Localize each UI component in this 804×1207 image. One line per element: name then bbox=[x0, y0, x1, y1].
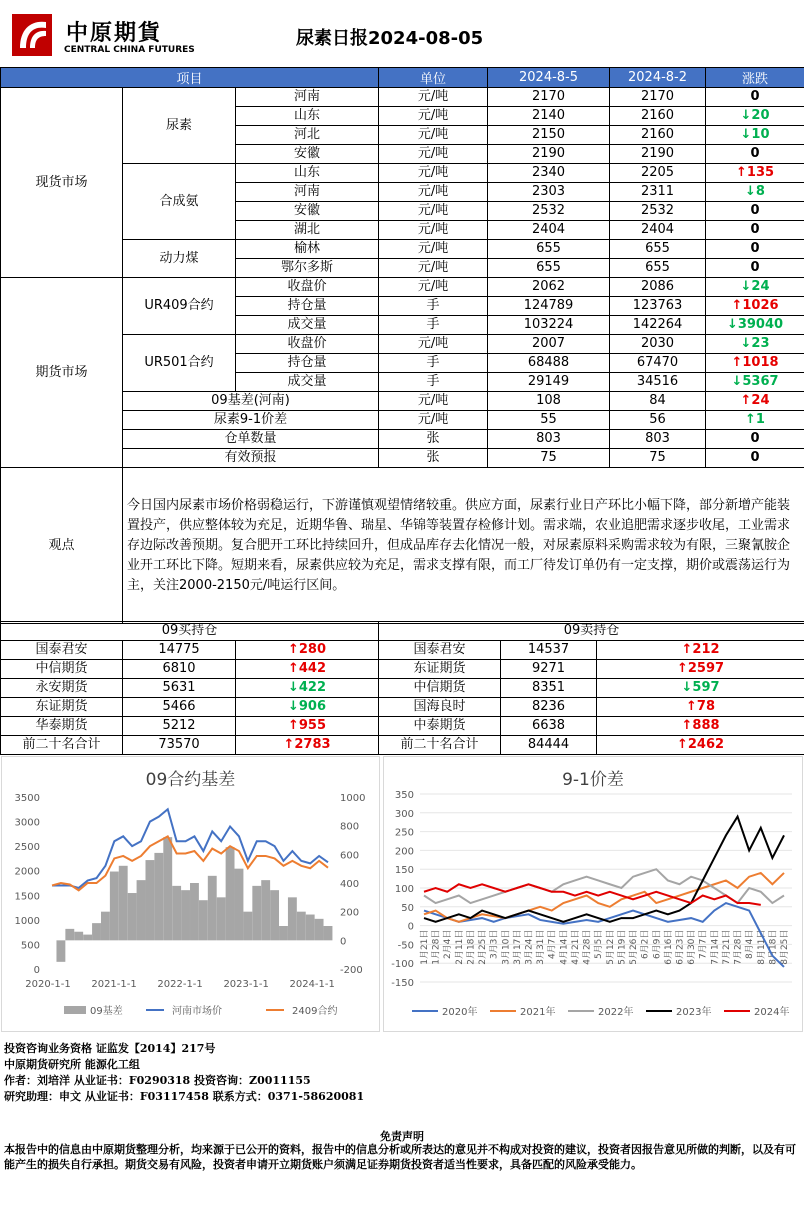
positions-row bbox=[1, 698, 804, 717]
spread-chart-title: 9-1价差 bbox=[562, 770, 624, 790]
item-label: 收盘价 bbox=[236, 335, 379, 354]
unit-cell: 元/吨 bbox=[379, 183, 488, 202]
legend-swatch bbox=[64, 1006, 86, 1014]
sell-broker: 中泰期货 bbox=[379, 717, 501, 736]
item-label: 山东 bbox=[236, 164, 379, 183]
legend-label: 河南市场价 bbox=[172, 1006, 222, 1017]
sell-broker: 前二十名合计 bbox=[379, 736, 501, 755]
series-line-1 bbox=[52, 809, 328, 888]
basis-bar bbox=[101, 912, 110, 941]
value-prev: 2086 bbox=[610, 278, 706, 297]
change-cell: ↑1026 bbox=[706, 297, 804, 316]
disclaimer-text: 本报告中的信息由中原期货整理分析，均来源于已公开的资料，报告中的信息分析或所表达的意见并不构成对投资的建议，投资者因报告意见所做的判断，以及有可能产生的损失自行承担。期货交易有风险，投资者申请开立期货账户须满足证券期货投资者适当性要求，具备匹配的风险承受能力。 bbox=[4, 1143, 796, 1171]
sell-volume: 8351 bbox=[501, 679, 597, 698]
basis-bar bbox=[137, 880, 146, 940]
value-today: 75 bbox=[488, 449, 610, 468]
unit-cell: 元/吨 bbox=[379, 392, 488, 411]
author-line: 作者：刘培洋 从业证书：F0290318 投资咨询：Z0011155 bbox=[4, 1074, 311, 1087]
view-text: 今日国内尿素市场价格弱稳运行，下游谨慎观望情绪较重。供应方面，尿素行业日产环比小幅下降，部分新增产能装置投产，供应整体较为充足，近期华鲁、瑞星、华锦等装置存检修计划。需求端，农业追肥需求逐步收尾，工业需求存边际改善预期。复合肥开工环比持续回升，但成品库存去化情况一般，对尿素原料采购需求较为有限，三聚氰胺企业开工环比下降。短期来看，尿素供应较为充足，需求支撑有限，而工厂待发订单仍有一定支撑，期价或震荡运行为主，关注2000-2150元/吨运行区间。 bbox=[123, 468, 804, 624]
view-row bbox=[1, 468, 804, 624]
value-prev: 2404 bbox=[610, 221, 706, 240]
y-tick-label: 3000 bbox=[14, 817, 40, 829]
change-cell: 0 bbox=[706, 430, 804, 449]
legend-label: 2409合约 bbox=[292, 1006, 338, 1017]
basis-bar bbox=[217, 897, 226, 940]
report-header bbox=[0, 0, 804, 68]
unit-cell: 元/吨 bbox=[379, 240, 488, 259]
buy-broker: 永安期货 bbox=[1, 679, 123, 698]
y-tick-label: 250 bbox=[394, 827, 414, 839]
change-cell: ↓5367 bbox=[706, 373, 804, 392]
value-prev: 2311 bbox=[610, 183, 706, 202]
item-label: 湖北 bbox=[236, 221, 379, 240]
item-label: 河南 bbox=[236, 88, 379, 107]
change-cell: ↑24 bbox=[706, 392, 804, 411]
unit-cell: 手 bbox=[379, 297, 488, 316]
company-logo bbox=[12, 14, 52, 56]
change-cell: ↓24 bbox=[706, 278, 804, 297]
x-tick-label: 8月18日 bbox=[768, 929, 779, 965]
legend-label: 2024年 bbox=[754, 1007, 790, 1018]
y2-tick-label: 200 bbox=[340, 907, 360, 919]
y2-tick-label: 800 bbox=[340, 821, 360, 833]
basis-chart bbox=[2, 757, 379, 1031]
value-today: 803 bbox=[488, 430, 610, 449]
value-today: 29149 bbox=[488, 373, 610, 392]
basis-bar bbox=[288, 897, 297, 940]
value-today: 68488 bbox=[488, 354, 610, 373]
y-tick-label: 50 bbox=[401, 902, 414, 914]
basis-bar bbox=[56, 940, 65, 962]
sell-change: ↑212 bbox=[597, 641, 804, 660]
x-tick-label: 3月24日 bbox=[524, 929, 535, 965]
sell-broker: 国海良时 bbox=[379, 698, 501, 717]
x-tick-label: 8月4日 bbox=[745, 929, 756, 960]
legend-label: 2021年 bbox=[520, 1007, 556, 1018]
value-today: 103224 bbox=[488, 316, 610, 335]
unit-cell: 手 bbox=[379, 316, 488, 335]
buy-broker: 中信期货 bbox=[1, 660, 123, 679]
x-tick-label: 1月21日 bbox=[420, 929, 430, 965]
unit-cell: 元/吨 bbox=[379, 278, 488, 297]
y-tick-label: 2500 bbox=[14, 842, 40, 854]
basis-bar bbox=[92, 923, 101, 940]
y-tick-label: 0 bbox=[33, 965, 40, 976]
item-label: 成交量 bbox=[236, 316, 379, 335]
unit-cell: 元/吨 bbox=[379, 126, 488, 145]
x-tick-label: 2021-1-1 bbox=[91, 979, 137, 990]
y2-tick-label: 1000 bbox=[340, 793, 366, 804]
buy-broker: 华泰期货 bbox=[1, 717, 123, 736]
unit-cell: 元/吨 bbox=[379, 145, 488, 164]
x-tick-label: 3月3日 bbox=[489, 929, 500, 960]
y-tick-label: -100 bbox=[391, 959, 414, 971]
value-prev: 2190 bbox=[610, 145, 706, 164]
sell-change: ↑2462 bbox=[597, 736, 804, 755]
group-label: 合成氨 bbox=[123, 164, 236, 240]
basis-bar bbox=[154, 853, 163, 940]
change-cell: ↓39040 bbox=[706, 316, 804, 335]
x-tick-label: 6月9日 bbox=[652, 929, 663, 960]
basis-bar bbox=[315, 919, 324, 941]
logo-english-name: CENTRAL CHINA FUTURES bbox=[64, 45, 195, 55]
basis-bar bbox=[261, 880, 270, 940]
value-today: 2062 bbox=[488, 278, 610, 297]
sell-volume: 9271 bbox=[501, 660, 597, 679]
unit-cell: 张 bbox=[379, 449, 488, 468]
value-today: 124789 bbox=[488, 297, 610, 316]
value-prev: 142264 bbox=[610, 316, 706, 335]
x-tick-label: 1月28日 bbox=[431, 929, 442, 965]
table-row bbox=[1, 88, 804, 107]
sell-volume: 14537 bbox=[501, 641, 597, 660]
table-row bbox=[1, 278, 804, 297]
change-cell: 0 bbox=[706, 259, 804, 278]
value-today: 55 bbox=[488, 411, 610, 430]
basis-bar bbox=[119, 866, 128, 941]
basis-bar bbox=[252, 886, 261, 940]
value-prev: 34516 bbox=[610, 373, 706, 392]
unit-cell: 元/吨 bbox=[379, 107, 488, 126]
sell-broker: 东证期货 bbox=[379, 660, 501, 679]
y-tick-label: 200 bbox=[394, 846, 414, 858]
value-prev: 2160 bbox=[610, 126, 706, 145]
unit-cell: 张 bbox=[379, 430, 488, 449]
header-unit: 单位 bbox=[379, 68, 488, 88]
item-label: 榆林 bbox=[236, 240, 379, 259]
page-title: 尿素日报2024-08-05 bbox=[296, 28, 484, 49]
value-prev: 56 bbox=[610, 411, 706, 430]
change-cell: 0 bbox=[706, 145, 804, 164]
basis-bar bbox=[145, 860, 154, 940]
value-prev: 67470 bbox=[610, 354, 706, 373]
value-today: 655 bbox=[488, 240, 610, 259]
basis-bar bbox=[235, 869, 244, 941]
x-tick-label: 7月7日 bbox=[698, 929, 709, 960]
value-today: 2532 bbox=[488, 202, 610, 221]
basis-bar bbox=[83, 935, 92, 941]
buy-broker: 东证期货 bbox=[1, 698, 123, 717]
value-today: 2303 bbox=[488, 183, 610, 202]
x-tick-label: 4月14日 bbox=[559, 929, 570, 965]
y2-tick-label: 0 bbox=[340, 936, 347, 948]
sell-volume: 6638 bbox=[501, 717, 597, 736]
basis-bar bbox=[279, 926, 288, 940]
positions-row bbox=[1, 736, 804, 755]
unit-cell: 元/吨 bbox=[379, 411, 488, 430]
header-change: 涨跌 bbox=[706, 68, 804, 88]
value-prev: 2532 bbox=[610, 202, 706, 221]
unit-cell: 元/吨 bbox=[379, 164, 488, 183]
buy-change: ↑2783 bbox=[236, 736, 379, 755]
x-tick-label: 5月5日 bbox=[594, 929, 605, 960]
buy-volume: 14775 bbox=[123, 641, 236, 660]
unit-cell: 元/吨 bbox=[379, 202, 488, 221]
basis-bar bbox=[110, 872, 119, 941]
item-label: 河南 bbox=[236, 183, 379, 202]
basis-bar bbox=[181, 890, 190, 940]
x-tick-label: 7月28日 bbox=[733, 929, 744, 965]
value-prev: 655 bbox=[610, 240, 706, 259]
change-cell: ↓23 bbox=[706, 335, 804, 354]
value-today: 655 bbox=[488, 259, 610, 278]
group-label: 尿素 bbox=[123, 88, 236, 164]
change-cell: ↓8 bbox=[706, 183, 804, 202]
y-tick-label: 150 bbox=[394, 865, 414, 877]
x-tick-label: 2月18日 bbox=[466, 929, 477, 965]
change-cell: 0 bbox=[706, 240, 804, 259]
y-tick-label: 1500 bbox=[14, 891, 40, 903]
value-prev: 2160 bbox=[610, 107, 706, 126]
unit-cell: 元/吨 bbox=[379, 221, 488, 240]
value-today: 2150 bbox=[488, 126, 610, 145]
item-label: 鄂尔多斯 bbox=[236, 259, 379, 278]
x-tick-label: 4月21日 bbox=[570, 929, 581, 965]
item-label: 持仓量 bbox=[236, 354, 379, 373]
x-tick-label: 6月16日 bbox=[663, 929, 674, 965]
legend-label: 2023年 bbox=[676, 1007, 712, 1018]
item-label: 09基差(河南) bbox=[123, 392, 379, 411]
value-prev: 75 bbox=[610, 449, 706, 468]
disclaimer-title: 免责声明 bbox=[380, 1130, 424, 1143]
value-today: 2170 bbox=[488, 88, 610, 107]
assistant-line: 研究助理：申文 从业证书：F03117458 联系方式：0371-58620081 bbox=[4, 1090, 365, 1103]
value-today: 2007 bbox=[488, 335, 610, 354]
positions-title-row bbox=[1, 622, 804, 641]
logo-chinese-name: 中原期貨 bbox=[66, 20, 163, 46]
sell-change: ↑888 bbox=[597, 717, 804, 736]
section-label: 现货市场 bbox=[1, 88, 123, 278]
y-tick-label: 100 bbox=[394, 884, 414, 895]
basis-bar bbox=[199, 900, 208, 940]
group-label: UR501合约 bbox=[123, 335, 236, 392]
unit-cell: 元/吨 bbox=[379, 88, 488, 107]
basis-bar bbox=[226, 847, 235, 940]
y-tick-label: -150 bbox=[391, 978, 414, 989]
table-header-row bbox=[1, 68, 804, 88]
x-tick-label: 5月12日 bbox=[605, 929, 616, 965]
department-line: 中原期货研究所 能源化工组 bbox=[4, 1058, 140, 1071]
view-label: 观点 bbox=[1, 468, 123, 624]
y-tick-label: 1000 bbox=[14, 915, 40, 927]
positions-table bbox=[0, 621, 804, 755]
x-tick-label: 3月31日 bbox=[536, 929, 547, 965]
sell-change: ↑2597 bbox=[597, 660, 804, 679]
item-label: 成交量 bbox=[236, 373, 379, 392]
value-today: 2404 bbox=[488, 221, 610, 240]
unit-cell: 手 bbox=[379, 373, 488, 392]
item-label: 河北 bbox=[236, 126, 379, 145]
sell-volume: 8236 bbox=[501, 698, 597, 717]
basis-bar bbox=[306, 915, 315, 941]
y-tick-label: 500 bbox=[20, 940, 40, 952]
buy-positions-title: 09买持仓 bbox=[1, 622, 379, 641]
change-cell: ↓20 bbox=[706, 107, 804, 126]
basis-bar bbox=[65, 929, 74, 940]
basis-bar bbox=[172, 886, 181, 940]
basis-bar bbox=[128, 893, 137, 940]
sell-change: ↑78 bbox=[597, 698, 804, 717]
x-tick-label: 4月28日 bbox=[582, 929, 593, 965]
unit-cell: 元/吨 bbox=[379, 259, 488, 278]
x-tick-label: 6月30日 bbox=[687, 929, 698, 965]
change-cell: ↓10 bbox=[706, 126, 804, 145]
header-date-1: 2024-8-5 bbox=[488, 68, 610, 88]
value-prev: 84 bbox=[610, 392, 706, 411]
change-cell: 0 bbox=[706, 202, 804, 221]
qualification-line: 投资咨询业务资格 证监发【2014】217号 bbox=[4, 1042, 216, 1055]
item-label: 安徽 bbox=[236, 145, 379, 164]
x-tick-label: 6月2日 bbox=[640, 929, 651, 960]
market-data-table bbox=[0, 67, 804, 624]
sell-volume: 84444 bbox=[501, 736, 597, 755]
x-tick-label: 8月11日 bbox=[756, 929, 767, 965]
basis-bar bbox=[74, 932, 83, 941]
positions-row bbox=[1, 660, 804, 679]
y2-tick-label: -200 bbox=[340, 965, 363, 976]
y-tick-label: 3500 bbox=[14, 793, 40, 804]
change-cell: 0 bbox=[706, 221, 804, 240]
basis-bar bbox=[297, 912, 306, 941]
x-tick-label: 8月25日 bbox=[780, 929, 790, 965]
buy-change: ↓422 bbox=[236, 679, 379, 698]
basis-bar bbox=[208, 876, 217, 941]
y-tick-label: 300 bbox=[394, 808, 414, 820]
buy-broker: 国泰君安 bbox=[1, 641, 123, 660]
basis-bar bbox=[243, 912, 252, 941]
value-prev: 123763 bbox=[610, 297, 706, 316]
x-tick-label: 2024-1-1 bbox=[289, 979, 335, 990]
sell-positions-title: 09卖持仓 bbox=[379, 622, 804, 641]
basis-bar bbox=[163, 837, 172, 940]
value-prev: 2030 bbox=[610, 335, 706, 354]
section-label: 期货市场 bbox=[1, 278, 123, 468]
x-tick-label: 3月10日 bbox=[501, 929, 512, 965]
x-tick-label: 7月21日 bbox=[721, 929, 732, 965]
x-tick-label: 6月23日 bbox=[675, 929, 686, 965]
x-tick-label: 2月4日 bbox=[443, 929, 454, 960]
series-line-2 bbox=[52, 836, 328, 890]
buy-broker: 前二十名合计 bbox=[1, 736, 123, 755]
value-prev: 655 bbox=[610, 259, 706, 278]
x-tick-label: 2月11日 bbox=[454, 929, 465, 965]
buy-change: ↑955 bbox=[236, 717, 379, 736]
item-label: 收盘价 bbox=[236, 278, 379, 297]
y-tick-label: 2000 bbox=[14, 866, 40, 878]
buy-change: ↑280 bbox=[236, 641, 379, 660]
spread-chart bbox=[384, 757, 802, 1031]
buy-change: ↓906 bbox=[236, 698, 379, 717]
y2-tick-label: 400 bbox=[340, 879, 360, 890]
change-cell: 0 bbox=[706, 449, 804, 468]
x-tick-label: 7月14日 bbox=[710, 929, 721, 965]
x-tick-label: 5月26日 bbox=[629, 929, 640, 965]
y-tick-label: -50 bbox=[397, 940, 414, 952]
value-prev: 803 bbox=[610, 430, 706, 449]
charts-area bbox=[0, 756, 804, 1034]
item-label: 山东 bbox=[236, 107, 379, 126]
header-date-2: 2024-8-2 bbox=[610, 68, 706, 88]
legend-label: 2022年 bbox=[598, 1007, 634, 1018]
item-label: 有效预报 bbox=[123, 449, 379, 468]
x-tick-label: 2月25日 bbox=[478, 929, 489, 965]
item-label: 尿素9-1价差 bbox=[123, 411, 379, 430]
legend-label: 09基差 bbox=[90, 1006, 123, 1017]
x-tick-label: 2020-1-1 bbox=[25, 979, 71, 990]
x-tick-label: 4月7日 bbox=[547, 929, 558, 960]
basis-chart-title: 09合约基差 bbox=[145, 770, 236, 790]
basis-bar bbox=[324, 926, 333, 940]
y-tick-label: 0 bbox=[407, 921, 414, 933]
legend-label: 2020年 bbox=[442, 1007, 478, 1018]
basis-chart-panel bbox=[1, 756, 380, 1032]
change-cell: 0 bbox=[706, 88, 804, 107]
sell-broker: 国泰君安 bbox=[379, 641, 501, 660]
value-today: 2140 bbox=[488, 107, 610, 126]
unit-cell: 手 bbox=[379, 354, 488, 373]
header-item: 项目 bbox=[1, 68, 379, 88]
x-tick-label: 2023-1-1 bbox=[223, 979, 269, 990]
value-prev: 2205 bbox=[610, 164, 706, 183]
unit-cell: 元/吨 bbox=[379, 335, 488, 354]
buy-volume: 5466 bbox=[123, 698, 236, 717]
x-tick-label: 3月17日 bbox=[512, 929, 523, 965]
item-label: 安徽 bbox=[236, 202, 379, 221]
sell-change: ↓597 bbox=[597, 679, 804, 698]
basis-bar bbox=[190, 883, 199, 940]
group-label: UR409合约 bbox=[123, 278, 236, 335]
item-label: 仓单数量 bbox=[123, 430, 379, 449]
buy-volume: 5631 bbox=[123, 679, 236, 698]
x-tick-label: 5月19日 bbox=[617, 929, 628, 965]
value-prev: 2170 bbox=[610, 88, 706, 107]
report-footer bbox=[0, 1036, 804, 1207]
change-cell: ↑135 bbox=[706, 164, 804, 183]
value-today: 108 bbox=[488, 392, 610, 411]
value-today: 2190 bbox=[488, 145, 610, 164]
item-label: 持仓量 bbox=[236, 297, 379, 316]
positions-row bbox=[1, 641, 804, 660]
sell-broker: 中信期货 bbox=[379, 679, 501, 698]
basis-bar bbox=[270, 890, 279, 940]
y2-tick-label: 600 bbox=[340, 850, 360, 862]
buy-volume: 73570 bbox=[123, 736, 236, 755]
positions-row bbox=[1, 679, 804, 698]
buy-volume: 5212 bbox=[123, 717, 236, 736]
value-today: 2340 bbox=[488, 164, 610, 183]
change-cell: ↑1018 bbox=[706, 354, 804, 373]
group-label: 动力煤 bbox=[123, 240, 236, 278]
y-tick-label: 350 bbox=[394, 790, 414, 801]
spread-chart-panel bbox=[383, 756, 803, 1032]
change-cell: ↑1 bbox=[706, 411, 804, 430]
buy-volume: 6810 bbox=[123, 660, 236, 679]
positions-row bbox=[1, 717, 804, 736]
x-tick-label: 2022-1-1 bbox=[157, 979, 203, 990]
buy-change: ↑442 bbox=[236, 660, 379, 679]
